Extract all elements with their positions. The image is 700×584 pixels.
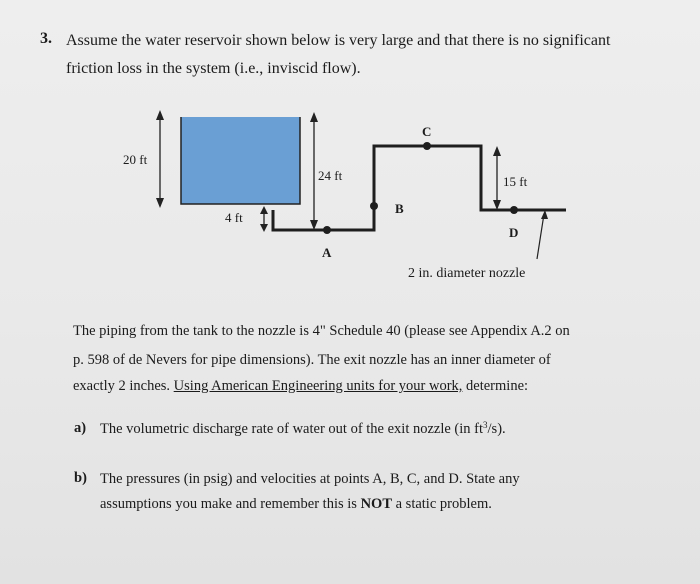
arrow-head xyxy=(493,146,501,156)
part-b-line1: The pressures (in psig) and velocities at points A, B, C, and D. State any xyxy=(100,471,520,487)
part-b-line2-end: a static problem. xyxy=(395,496,492,512)
arrow-head xyxy=(156,110,164,120)
arrow-head xyxy=(156,198,164,208)
tank-height-label: 20 ft xyxy=(123,152,148,167)
riser-label: 24 ft xyxy=(318,168,343,183)
part-b-line2-start: assumptions you make and remember this is xyxy=(100,496,357,512)
part-a-superscript: 3 xyxy=(483,420,488,430)
part-b-emphasis: NOT xyxy=(360,496,392,512)
arrow-head xyxy=(260,206,268,214)
point-c-marker xyxy=(423,142,431,150)
nozzle-pointer-line xyxy=(537,214,544,259)
point-a-label: A xyxy=(322,245,332,260)
paragraph-line3 xyxy=(73,378,528,395)
paragraph-line3-end: determine: xyxy=(466,378,529,394)
point-d-label: D xyxy=(509,225,519,240)
nozzle-label: 2 in. diameter nozzle xyxy=(408,266,526,281)
part-b-label: b) xyxy=(74,470,87,486)
drop-label: 15 ft xyxy=(503,174,528,189)
paragraph-line2: p. 598 of de Nevers for pipe dimensions). The exit nozzle has an inner diameter of xyxy=(73,352,551,368)
units-instruction: Using American Engineering units for your work, xyxy=(173,378,463,394)
point-d-marker xyxy=(510,206,518,214)
point-a-marker xyxy=(323,226,331,234)
part-a-text-end: /s). xyxy=(487,421,506,437)
point-b-marker xyxy=(370,202,378,210)
part-b-line2 xyxy=(100,496,492,513)
paragraph-line1: The piping from the tank to the nozzle is 4" Schedule 40 (please see Appendix A.2 on xyxy=(73,323,570,339)
base-label: 4 ft xyxy=(225,210,243,225)
arrow-head xyxy=(310,112,318,122)
paragraph-line3-start: exactly 2 inches. xyxy=(73,378,171,394)
point-b-label: B xyxy=(395,201,404,216)
question-number: 3. xyxy=(40,30,52,47)
part-a-text xyxy=(100,421,506,438)
question-text-line2: friction loss in the system (i.e., inviscid flow). xyxy=(66,60,361,77)
question-text-line1: Assume the water reservoir shown below is very large and that there is no significant xyxy=(66,32,611,49)
point-c-label: C xyxy=(422,124,432,139)
part-a-label: a) xyxy=(74,420,87,436)
arrow-head xyxy=(260,224,268,232)
water-tank xyxy=(181,117,300,204)
part-a-text-start: The volumetric discharge rate of water out of the exit nozzle (in ft xyxy=(100,421,484,437)
